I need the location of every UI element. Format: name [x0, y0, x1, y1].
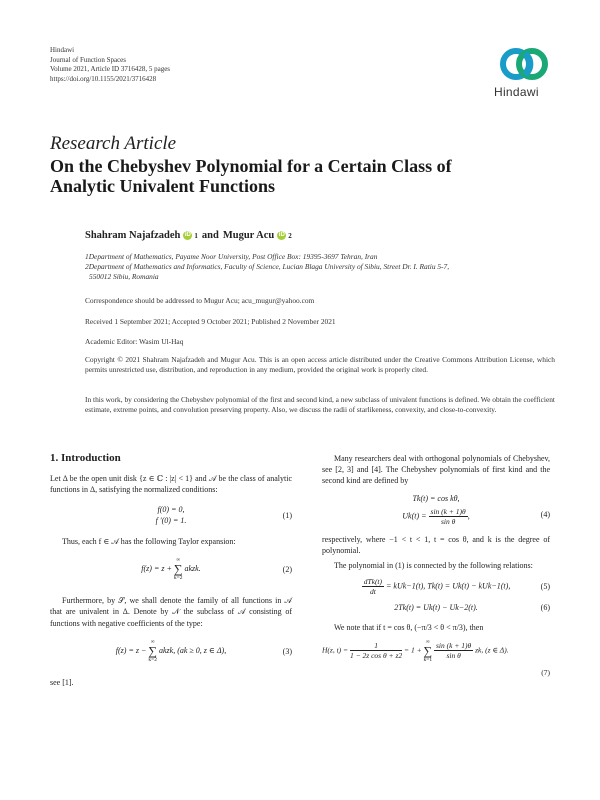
correspondence: Correspondence should be addressed to Mugur Acu; acu_mugur@yahoo.com [85, 296, 315, 305]
sigma-icon: ∑ [173, 562, 183, 577]
orcid-icon[interactable]: iD [278, 232, 285, 238]
equation-number: (5) [540, 582, 550, 592]
affiliation-2-cont: 550012 Sibiu, Romania [89, 272, 159, 281]
fraction-denominator: dt [369, 587, 376, 597]
author-list [85, 230, 292, 241]
sum-upper: ∞ [425, 638, 430, 645]
equation-7 [322, 639, 550, 678]
right-column [322, 453, 550, 678]
fraction-denominator: sin θ [446, 651, 461, 661]
affiliations [85, 252, 555, 282]
equation-3 [50, 639, 292, 663]
academic-editor: Academic Editor: Wasim Ul-Haq [85, 337, 184, 346]
fraction-numerator: sin (k + 1)θ [430, 506, 466, 516]
intro-paragraph-2: Thus, each f ∈ 𝒜 has the following Taylor expansion: [62, 537, 236, 547]
equation-number: (6) [540, 603, 550, 613]
hindawi-logo [494, 44, 556, 104]
article-dates: Received 1 September 2021; Accepted 9 October 2021; Published 2 November 2021 [85, 317, 336, 326]
paper-title: On the Chebyshev Polynomial for a Certain Class of Analytic Univalent Functions [50, 156, 452, 196]
author-2-affil: 2 [288, 231, 292, 240]
publisher-name: Hindawi [50, 46, 75, 54]
orcid-icon[interactable]: iD [184, 232, 191, 238]
copyright-notice: Copyright © 2021 Shahram Najafzadeh and Mugur Acu. This is an open access article distributed under the Creative Commons Attribution License, which permits unrestricted use, distribution, and reproduction in any medium, provided the original work is properly cited. [85, 355, 555, 374]
affiliation-2: 2Department of Mathematics and Informatics, Faculty of Science, Lucian Blaga University of Sibiu, Street Dr. I. Ratiu 5-7, [85, 262, 450, 271]
equation-number: (2) [282, 565, 292, 575]
equation-1-line-1: f(0) = 0, [157, 504, 185, 514]
summation-symbol [148, 639, 157, 663]
author-2[interactable]: Mugur Acu [222, 230, 275, 241]
volume-info: Volume 2021, Article ID 3716428, 5 pages [50, 65, 171, 74]
fraction [362, 577, 384, 596]
equation-2 [50, 557, 292, 581]
equation-number: (1) [282, 510, 292, 520]
right-paragraph-4: We note that if t = cos θ, (−π/3 < θ < π/3), then [334, 622, 484, 632]
equation-5-rhs: = kUk−1(t), Tk(t) = Uk(t) − kUk−1(t), [386, 581, 511, 591]
journal-name: Journal of Function Spaces [50, 55, 127, 64]
sigma-icon: ∑ [423, 643, 433, 658]
equation-6-body: 2Tk(t) = Uk(t) − Uk−2(t). [394, 603, 478, 613]
equation-3-lhs: f(z) = z − [115, 645, 147, 655]
doi-link[interactable]: https://doi.org/10.1155/2021/3716428 [50, 74, 157, 83]
fraction-denominator: 1 − 2z cos θ + z2 [349, 651, 403, 661]
sum-lower: k=2 [173, 575, 183, 582]
sum-upper: ∞ [176, 557, 181, 564]
equation-7-lhs: H(z, t) = [322, 645, 349, 655]
fraction [434, 641, 473, 660]
equation-1 [50, 504, 292, 526]
equation-7-mid: = 1 + [404, 645, 422, 655]
author-1-affil: 1 [194, 231, 198, 240]
right-paragraph-1: Many researchers deal with orthogonal polynomials of Chebyshev, see [2, 3] and [4]. The Chebyshev polynomials of first kind and the second kind are defined by [322, 454, 550, 486]
equation-5 [322, 577, 550, 596]
logo-wordmark: Hindawi [494, 85, 539, 99]
summation-symbol [424, 639, 433, 663]
left-column [50, 453, 292, 692]
fraction-denominator: sin θ [440, 516, 456, 526]
intro-paragraph-4: see [1]. [50, 677, 74, 687]
sum-lower: k=2 [148, 656, 157, 663]
right-paragraph-3: The polynomial in (1) is connected by the following relations: [334, 561, 533, 571]
sum-lower: k=1 [423, 656, 433, 663]
author-conjunction: and [201, 230, 219, 241]
fraction-numerator: 1 [350, 641, 402, 651]
fraction [350, 641, 402, 660]
equation-6 [322, 602, 550, 613]
fraction [429, 507, 468, 526]
author-1[interactable]: Shahram Najafzadeh [85, 230, 181, 241]
equation-2-rhs: akzk. [184, 564, 201, 574]
equation-number: (7) [541, 667, 550, 677]
equation-4 [322, 493, 550, 526]
equation-number: (3) [282, 646, 292, 656]
equation-1-line-2: f ′(0) = 1. [155, 515, 187, 525]
fraction-numerator: sin (k + 1)θ [436, 641, 472, 651]
intro-paragraph-1: Let Δ be the open unit disk {z ∈ ℂ : |z| < 1} and 𝒜 be the class of analytic functions in Δ, satisfying the normalized conditions: [50, 474, 292, 495]
equation-3-rhs: akzk, (ak ≥ 0, z ∈ Δ), [158, 645, 227, 655]
affiliation-1: 1Department of Mathematics, Payame Noor University, Post Office Box: 19395-3697 Tehran, Iran [85, 252, 378, 261]
sum-upper: ∞ [150, 638, 155, 645]
sigma-icon: ∑ [148, 643, 157, 658]
right-paragraph-2: respectively, where −1 < t < 1, t = cos θ, and k is the degree of polynomial. [322, 534, 550, 556]
abstract: In this work, by considering the Chebyshev polynomial of the first and second kind, a new subclass of univalent functions is defined. We obtain the coefficient estimate, extreme points, and convolution preserving property. Also, we discuss the radii of starlikeness, convexity, and close-to-convexity. [85, 395, 555, 414]
hindawi-logo-icon [498, 44, 550, 84]
equation-7-tail: zk, (z ∈ Δ). [475, 645, 509, 655]
equation-4-line-1: Tk(t) = cos kθ, [412, 493, 460, 503]
journal-meta [50, 46, 170, 84]
summation-symbol [174, 557, 183, 581]
equation-number: (4) [540, 509, 550, 519]
article-type: Research Article [50, 133, 177, 154]
section-heading: 1. Introduction [50, 452, 121, 464]
intro-paragraph-3: Furthermore, by 𝒮, we shall denote the family of all functions in 𝒜 that are univalent in Δ. Denote by 𝒩 the subclass of 𝒜 consisting of functions with negative coefficients of the type: [50, 596, 292, 628]
fraction-numerator: dTk(t) [363, 577, 383, 587]
equation-4-lhs: Uk(t) = [402, 511, 427, 521]
equation-4-tail: , [467, 511, 470, 521]
equation-2-lhs: f(z) = z + [141, 564, 172, 574]
